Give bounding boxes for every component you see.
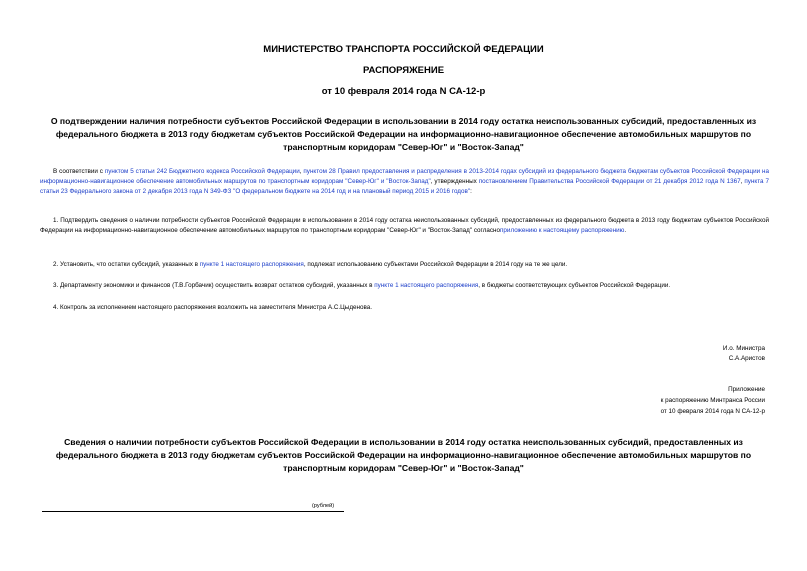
item-4-paragraph [40,303,769,313]
divider-line [42,511,344,512]
preamble-text-1: В соответствии с [53,168,105,175]
appendix-reference: к распоряжению Минтранса России [660,397,765,404]
preamble-text-3: , утвержденных [430,178,479,186]
document-type-heading: РАСПОРЯЖЕНИЕ [362,65,445,76]
preamble-text-2: , [299,168,304,175]
item-3-paragraph [40,281,769,291]
item-1-text: 1. Подтвердить сведения о наличии потребности субъектов Российской Федерации в использовании в 2014 году остатка неиспользованных субсидий, предоставленных из федерального бюджета в 2013 году бюджетам субъектов Российской Федерации на информационно-навигационное обеспечение автомобильных маршрутов по транспортным коридорам "Север-Юг" и "Восток-Запад" согласно [40,217,769,235]
government-decree-link[interactable]: постановлением Правительства Российской Федерации от 21 декабря 2012 года N 1367 [478,178,741,186]
subsidy-rules-link[interactable]: пунктом 28 Правил предоставления и распределения в 2013-2014 годах субсидий из федерального бюджета бюджетам субъектов Российской Федерации на информационно-навигационное обеспечение автомобильных маршрутов по транспортным коридорам "Север-Юг" и "Восток-Запад" [40,168,770,186]
preamble-text-5: : [470,188,472,196]
budget-code-link[interactable]: пунктом 5 статьи 242 Бюджетного кодекса Российской Федерации [104,168,300,175]
appendix-date: от 10 февраля 2014 года N СА-12-р [660,408,765,415]
item-3-text: 3. Департаменту экономики и финансов (Т.В.Горбачик) осуществить возврат остатков субсидий, указанных в [53,282,375,289]
item-2-paragraph [40,260,769,270]
signatory-role: И.о. Министра [722,345,765,352]
appendix-link[interactable]: приложению к настоящему распоряжению [500,227,625,235]
item-2-end: , подлежат использованию субъектами Российской Федерации в 2014 году на те же цели. [303,261,568,268]
ministry-heading: МИНИСТЕРСТВО ТРАНСПОРТА РОССИЙСКОЙ ФЕДЕРАЦИИ [263,44,544,55]
preamble-text-4: , [740,178,745,186]
document-date-number: от 10 февраля 2014 года N СА-12-р [321,86,486,97]
item-3-point-1-link[interactable]: пункте 1 настоящего распоряжения [374,282,479,289]
item-2-text: 2. Установить, что остатки субсидий, указанных в [53,261,200,268]
signatory-name: С.А.Аристов [728,355,765,362]
document-title: О подтверждении наличия потребности субъектов Российской Федерации в использовании в 2014 году остатка неиспользованных субсидий, предоставленных из федерального бюджета в 2013 году бюджетам субъектов Российской Федерации на информационно-навигационное обеспечение автомобильных маршрутов по транспортным коридорам "Север-Юг" и "Восток-Запад" [50,116,757,152]
appendix-title: Сведения о наличии потребности субъектов Российской Федерации в использовании в 2014 году остатка неиспользованных субсидий, предоставленных из федерального бюджета в 2013 году бюджетам субъектов Российской Федерации на информационно-навигационное обеспечение автомобильных маршрутов по транспортным коридорам "Север-Юг" и "Восток-Запад" [55,437,752,473]
item-1-end: . [624,227,627,235]
item-4-text: 4. Контроль за исполнением настоящего распоряжения возложить на заместителя Министра А.С.Цыденова. [53,304,372,311]
currency-unit-label: (рублей) [312,503,335,509]
appendix-label: Приложение [728,386,765,393]
preamble-paragraph [40,167,769,198]
federal-law-link[interactable]: пункта 7 статьи 23 Федерального закона от 2 декабря 2013 года N 349-ФЗ "О федеральном бюджете на 2014 год и на плановый период 2015 и 2016 годов" [40,178,770,196]
item-1-paragraph [40,216,769,236]
item-2-point-1-link[interactable]: пункте 1 настоящего распоряжения [199,261,304,268]
item-3-end: , в бюджеты соответствующих субъектов Российской Федерации. [478,282,671,289]
